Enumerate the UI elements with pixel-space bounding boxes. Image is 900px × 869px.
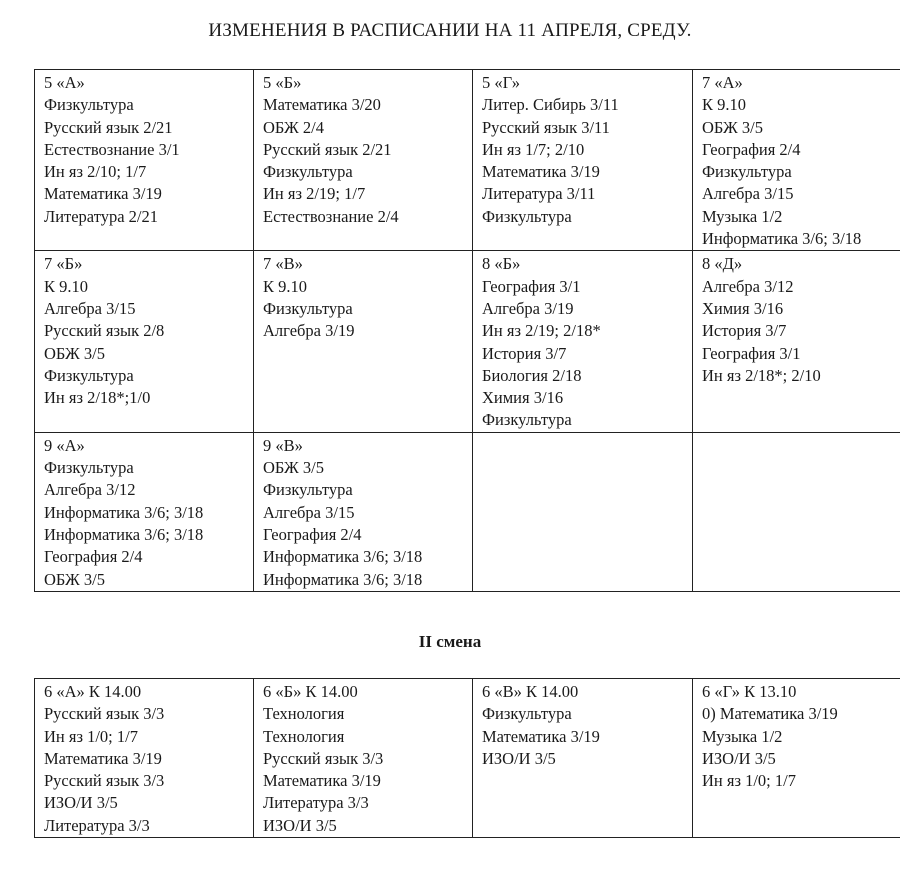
lesson-line: ИЗО/И 3/5 <box>702 748 776 768</box>
lesson-line: География 3/1 <box>482 276 581 296</box>
class-cell <box>473 251 693 432</box>
lesson-line: Математика 3/19 <box>263 771 381 791</box>
lesson-line: Химия 3/16 <box>702 298 784 318</box>
lesson-line: ОБЖ 3/5 <box>702 117 763 137</box>
lesson-line: К 9.10 <box>702 95 747 115</box>
document-title: ИЗМЕНЕНИЯ В РАСПИСАНИИ НА 11 АПРЕЛЯ, СРЕДУ. <box>208 20 692 41</box>
lesson-line: Физкультура <box>482 704 572 724</box>
lesson-line: К 9.10 <box>44 276 89 296</box>
lesson-line: Литер. Сибирь 3/11 <box>482 95 619 115</box>
table-row <box>35 251 900 432</box>
lesson-line: Биология 2/18 <box>482 365 582 385</box>
lesson-line: Информатика 3/6; 3/18 <box>263 547 423 567</box>
lesson-line: Литература 3/3 <box>44 815 150 835</box>
lesson-line: Алгебра 3/19 <box>263 321 355 341</box>
lesson-line: Физкультура <box>44 365 134 385</box>
lesson-line: Технология <box>263 726 345 746</box>
class-header: 9 «В» <box>263 435 303 455</box>
lesson-line: История 3/7 <box>702 321 787 341</box>
lesson-line: История 3/7 <box>482 343 567 363</box>
lesson-line: ОБЖ 2/4 <box>263 117 324 137</box>
lesson-line: Литература 3/3 <box>263 793 369 813</box>
lesson-line: ОБЖ 3/5 <box>44 343 105 363</box>
lesson-line: Алгебра 3/15 <box>263 502 355 522</box>
lesson-line: Ин яз 2/19; 1/7 <box>263 184 366 204</box>
lesson-line: Ин яз 1/0; 1/7 <box>44 726 138 746</box>
lesson-line: Алгебра 3/15 <box>702 184 794 204</box>
lesson-line: Физкультура <box>263 162 353 182</box>
class-header: 5 «Г» <box>482 73 521 92</box>
class-cell <box>35 70 254 251</box>
lesson-line: Литература 3/11 <box>482 184 596 204</box>
lesson-line: Математика 3/19 <box>44 184 162 204</box>
class-cell <box>35 251 254 432</box>
lesson-line: Физкультура <box>263 480 353 500</box>
lesson-line: Русский язык 2/21 <box>263 139 392 159</box>
class-cell <box>693 679 900 838</box>
lesson-line: К 9.10 <box>263 276 308 296</box>
lesson-line: Русский язык 3/3 <box>44 704 165 724</box>
lesson-line: Алгебра 3/15 <box>44 298 136 318</box>
lesson-line: Ин яз 2/19; 2/18* <box>482 321 601 341</box>
table-row <box>35 679 900 838</box>
class-header: 7 «Б» <box>44 254 83 274</box>
lesson-line: Естествознание 2/4 <box>263 206 399 226</box>
lesson-line: Математика 3/19 <box>482 726 600 746</box>
lesson-line: Музыка 1/2 <box>702 206 783 226</box>
class-cell <box>693 251 900 432</box>
shift-2-heading: II смена <box>418 632 482 651</box>
lesson-line: Информатика 3/6; 3/18 <box>263 569 423 589</box>
lesson-line: Физкультура <box>482 206 572 226</box>
lesson-line: География 2/4 <box>263 524 362 544</box>
class-cell <box>693 70 900 251</box>
lesson-line: Математика 3/20 <box>263 95 381 115</box>
class-cell <box>254 432 473 591</box>
class-cell <box>473 679 693 838</box>
class-header: 8 «Б» <box>482 254 521 274</box>
class-header: 6 «Г» К 13.10 <box>702 682 797 701</box>
lesson-line: Физкультура <box>263 298 353 318</box>
lesson-line: Математика 3/19 <box>482 162 600 182</box>
class-cell <box>473 70 693 251</box>
lesson-line: Русский язык 2/21 <box>44 117 173 137</box>
class-cell <box>35 679 254 838</box>
class-cell <box>254 679 473 838</box>
schedule-table-shift-2 <box>34 678 900 838</box>
lesson-line: Ин яз 1/0; 1/7 <box>702 771 796 791</box>
lesson-line: Литература 2/21 <box>44 206 158 226</box>
lesson-line: Музыка 1/2 <box>702 726 783 746</box>
schedule-table-shift-1 <box>34 69 900 592</box>
lesson-line: ИЗО/И 3/5 <box>44 793 118 813</box>
lesson-line: ИЗО/И 3/5 <box>482 748 556 768</box>
lesson-line: Информатика 3/6; 3/18 <box>44 502 204 522</box>
lesson-line: Русский язык 3/3 <box>44 771 165 791</box>
class-header: 6 «Б» К 14.00 <box>263 682 358 701</box>
lesson-line: ИЗО/И 3/5 <box>263 815 337 835</box>
lesson-line: География 3/1 <box>702 343 801 363</box>
lesson-line: Русский язык 3/3 <box>263 748 384 768</box>
lesson-line: География 2/4 <box>44 547 143 567</box>
lesson-line: ОБЖ 3/5 <box>44 569 105 589</box>
lesson-line: Физкультура <box>44 458 134 478</box>
lesson-line: Алгебра 3/12 <box>702 276 794 296</box>
class-header: 7 «В» <box>263 254 303 274</box>
class-header: 8 «Д» <box>702 254 743 274</box>
class-header: 9 «А» <box>44 435 85 455</box>
lesson-line: ОБЖ 3/5 <box>263 458 324 478</box>
lesson-line: Алгебра 3/19 <box>482 298 574 318</box>
lesson-line: Алгебра 3/12 <box>44 480 136 500</box>
class-header: 6 «В» К 14.00 <box>482 682 579 701</box>
class-cell <box>254 70 473 251</box>
class-header: 7 «А» <box>702 73 743 92</box>
lesson-line: 0) Математика 3/19 <box>702 704 838 724</box>
class-cell <box>693 432 900 591</box>
lesson-line: Физкультура <box>702 162 792 182</box>
table-row <box>35 70 900 251</box>
class-cell <box>35 432 254 591</box>
lesson-line: Технология <box>263 704 345 724</box>
class-cell <box>473 432 693 591</box>
class-header: 5 «А» <box>44 73 85 92</box>
lesson-line: Физкультура <box>482 410 572 430</box>
lesson-line: Химия 3/16 <box>482 388 564 408</box>
lesson-line: География 2/4 <box>702 139 801 159</box>
class-header: 6 «А» К 14.00 <box>44 682 142 701</box>
lesson-line: Физкультура <box>44 95 134 115</box>
lesson-line: Ин яз 1/7; 2/10 <box>482 139 585 159</box>
lesson-line: Ин яз 2/10; 1/7 <box>44 162 147 182</box>
lesson-line: Информатика 3/6; 3/18 <box>702 229 862 249</box>
table-row <box>35 432 900 591</box>
lesson-line: Естествознание 3/1 <box>44 139 180 159</box>
class-cell <box>254 251 473 432</box>
lesson-line: Ин яз 2/18*;1/0 <box>44 388 151 408</box>
class-header: 5 «Б» <box>263 73 302 92</box>
lesson-line: Русский язык 2/8 <box>44 321 165 341</box>
lesson-line: Русский язык 3/11 <box>482 117 610 137</box>
lesson-line: Математика 3/19 <box>44 748 162 768</box>
lesson-line: Информатика 3/6; 3/18 <box>44 524 204 544</box>
lesson-line: Ин яз 2/18*; 2/10 <box>702 365 821 385</box>
